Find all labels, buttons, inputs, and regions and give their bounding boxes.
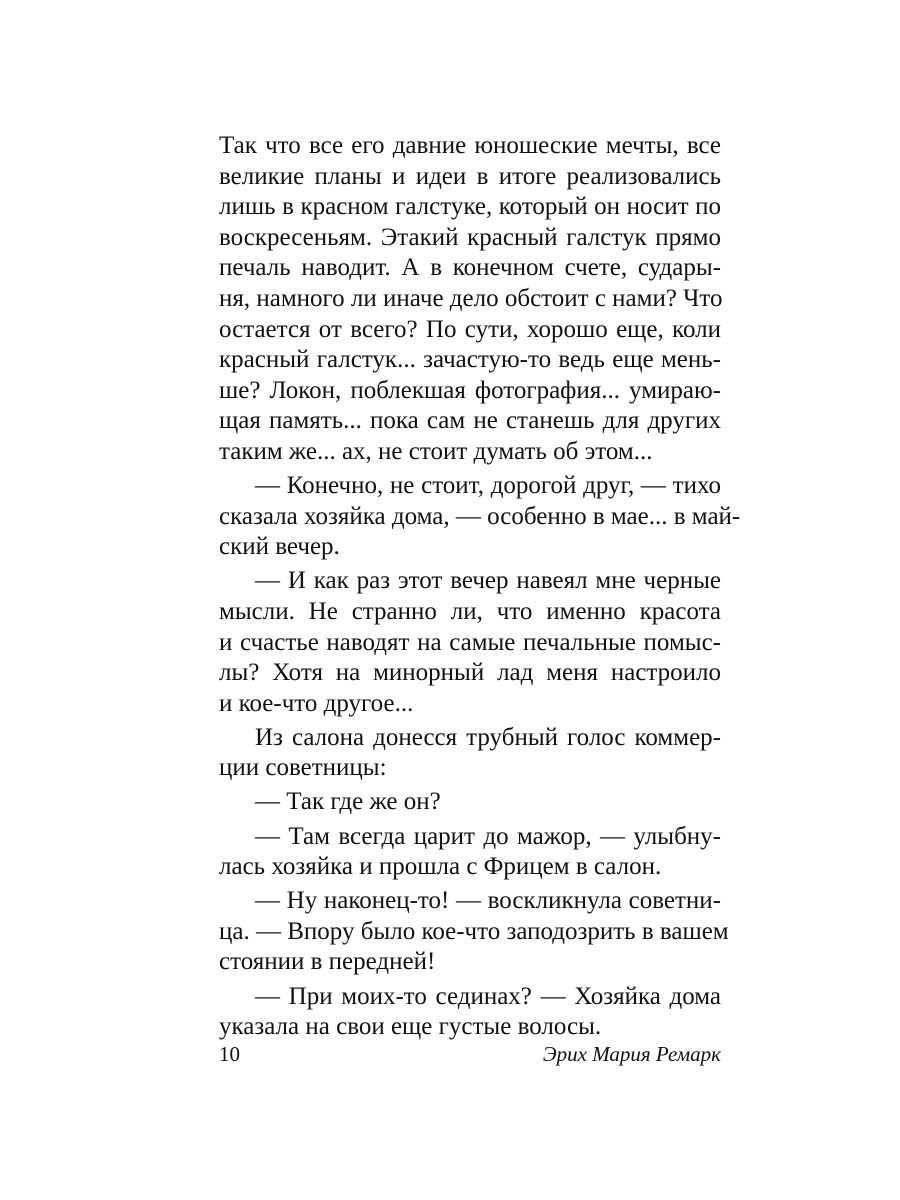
text-line: ции советницы: [219,754,387,782]
body-text [219,131,741,1046]
paragraph [219,982,721,1043]
text-line: сказала хозяйка дома, — особенно в мае... в май- [219,502,741,530]
paragraph [219,787,721,818]
text-line: ше? Локон, поблекшая фотография... умираю- [219,376,721,404]
text-line: красный галстук... зачастую-то ведь еще мень- [219,346,721,374]
text-line: и кое-что другое... [219,689,414,717]
text-line: печаль наводит. А в конечном счете, судары- [219,254,721,282]
text-line: лась хозяйка и прошла с Фрицем в салон. [219,853,662,881]
text-line: мысли. Не странно ли, что именно красота [219,597,721,625]
paragraph [219,131,721,468]
page-number: 10 [219,1042,240,1066]
text-line: ня, намного ли иначе дело обстоит с нами? Что [219,284,723,312]
running-author: Эрих Мария Ремарк [542,1042,721,1066]
paragraph [219,723,721,784]
text-line: — При моих-то сединах? — Хозяйка дома [255,982,721,1010]
text-line: великие планы и идеи в итоге реализовались [219,162,721,190]
text-line: таким же... ах, не стоит думать об этом... [219,437,653,465]
text-line: щая память... пока сам не станешь для других [219,407,721,435]
text-line: и счастье наводят на самые печальные помыс- [219,628,721,656]
text-line: остается от всего? По сути, хорошо еще, коли [219,315,721,343]
text-line: Из салона донесся трубный голос коммер- [255,723,721,751]
page-footer [219,1042,721,1066]
paragraph [219,886,729,978]
text-line: — Ну наконец-то! — воскликнула советни- [255,887,721,915]
text-line: — Там всегда царит до мажор, — улыбну- [255,822,721,850]
text-line: Так что все его давние юношеские мечты, все [219,132,721,159]
text-line: лы? Хотя на минорный лад меня настроило [219,659,721,687]
paragraph [219,471,741,563]
text-line: ский вечер. [219,533,340,561]
text-line: стоянии в передней! [219,948,436,976]
text-line: лишь в красном галстуке, который он носит по [219,193,721,221]
text-line: — Конечно, не стоит, дорогой друг, — тихо [255,472,721,500]
paragraph [219,822,721,883]
text-line: — И как раз этот вечер навеял мне черные [255,567,721,595]
text-line: ца. — Впору было кое-что заподозрить в вашем [219,917,729,945]
text-line: — Так где же он? [255,788,441,816]
text-line: указала на свои еще густые волосы. [219,1013,602,1041]
text-line: воскресеньям. Этакий красный галстук прямо [219,223,721,251]
paragraph [219,566,721,719]
